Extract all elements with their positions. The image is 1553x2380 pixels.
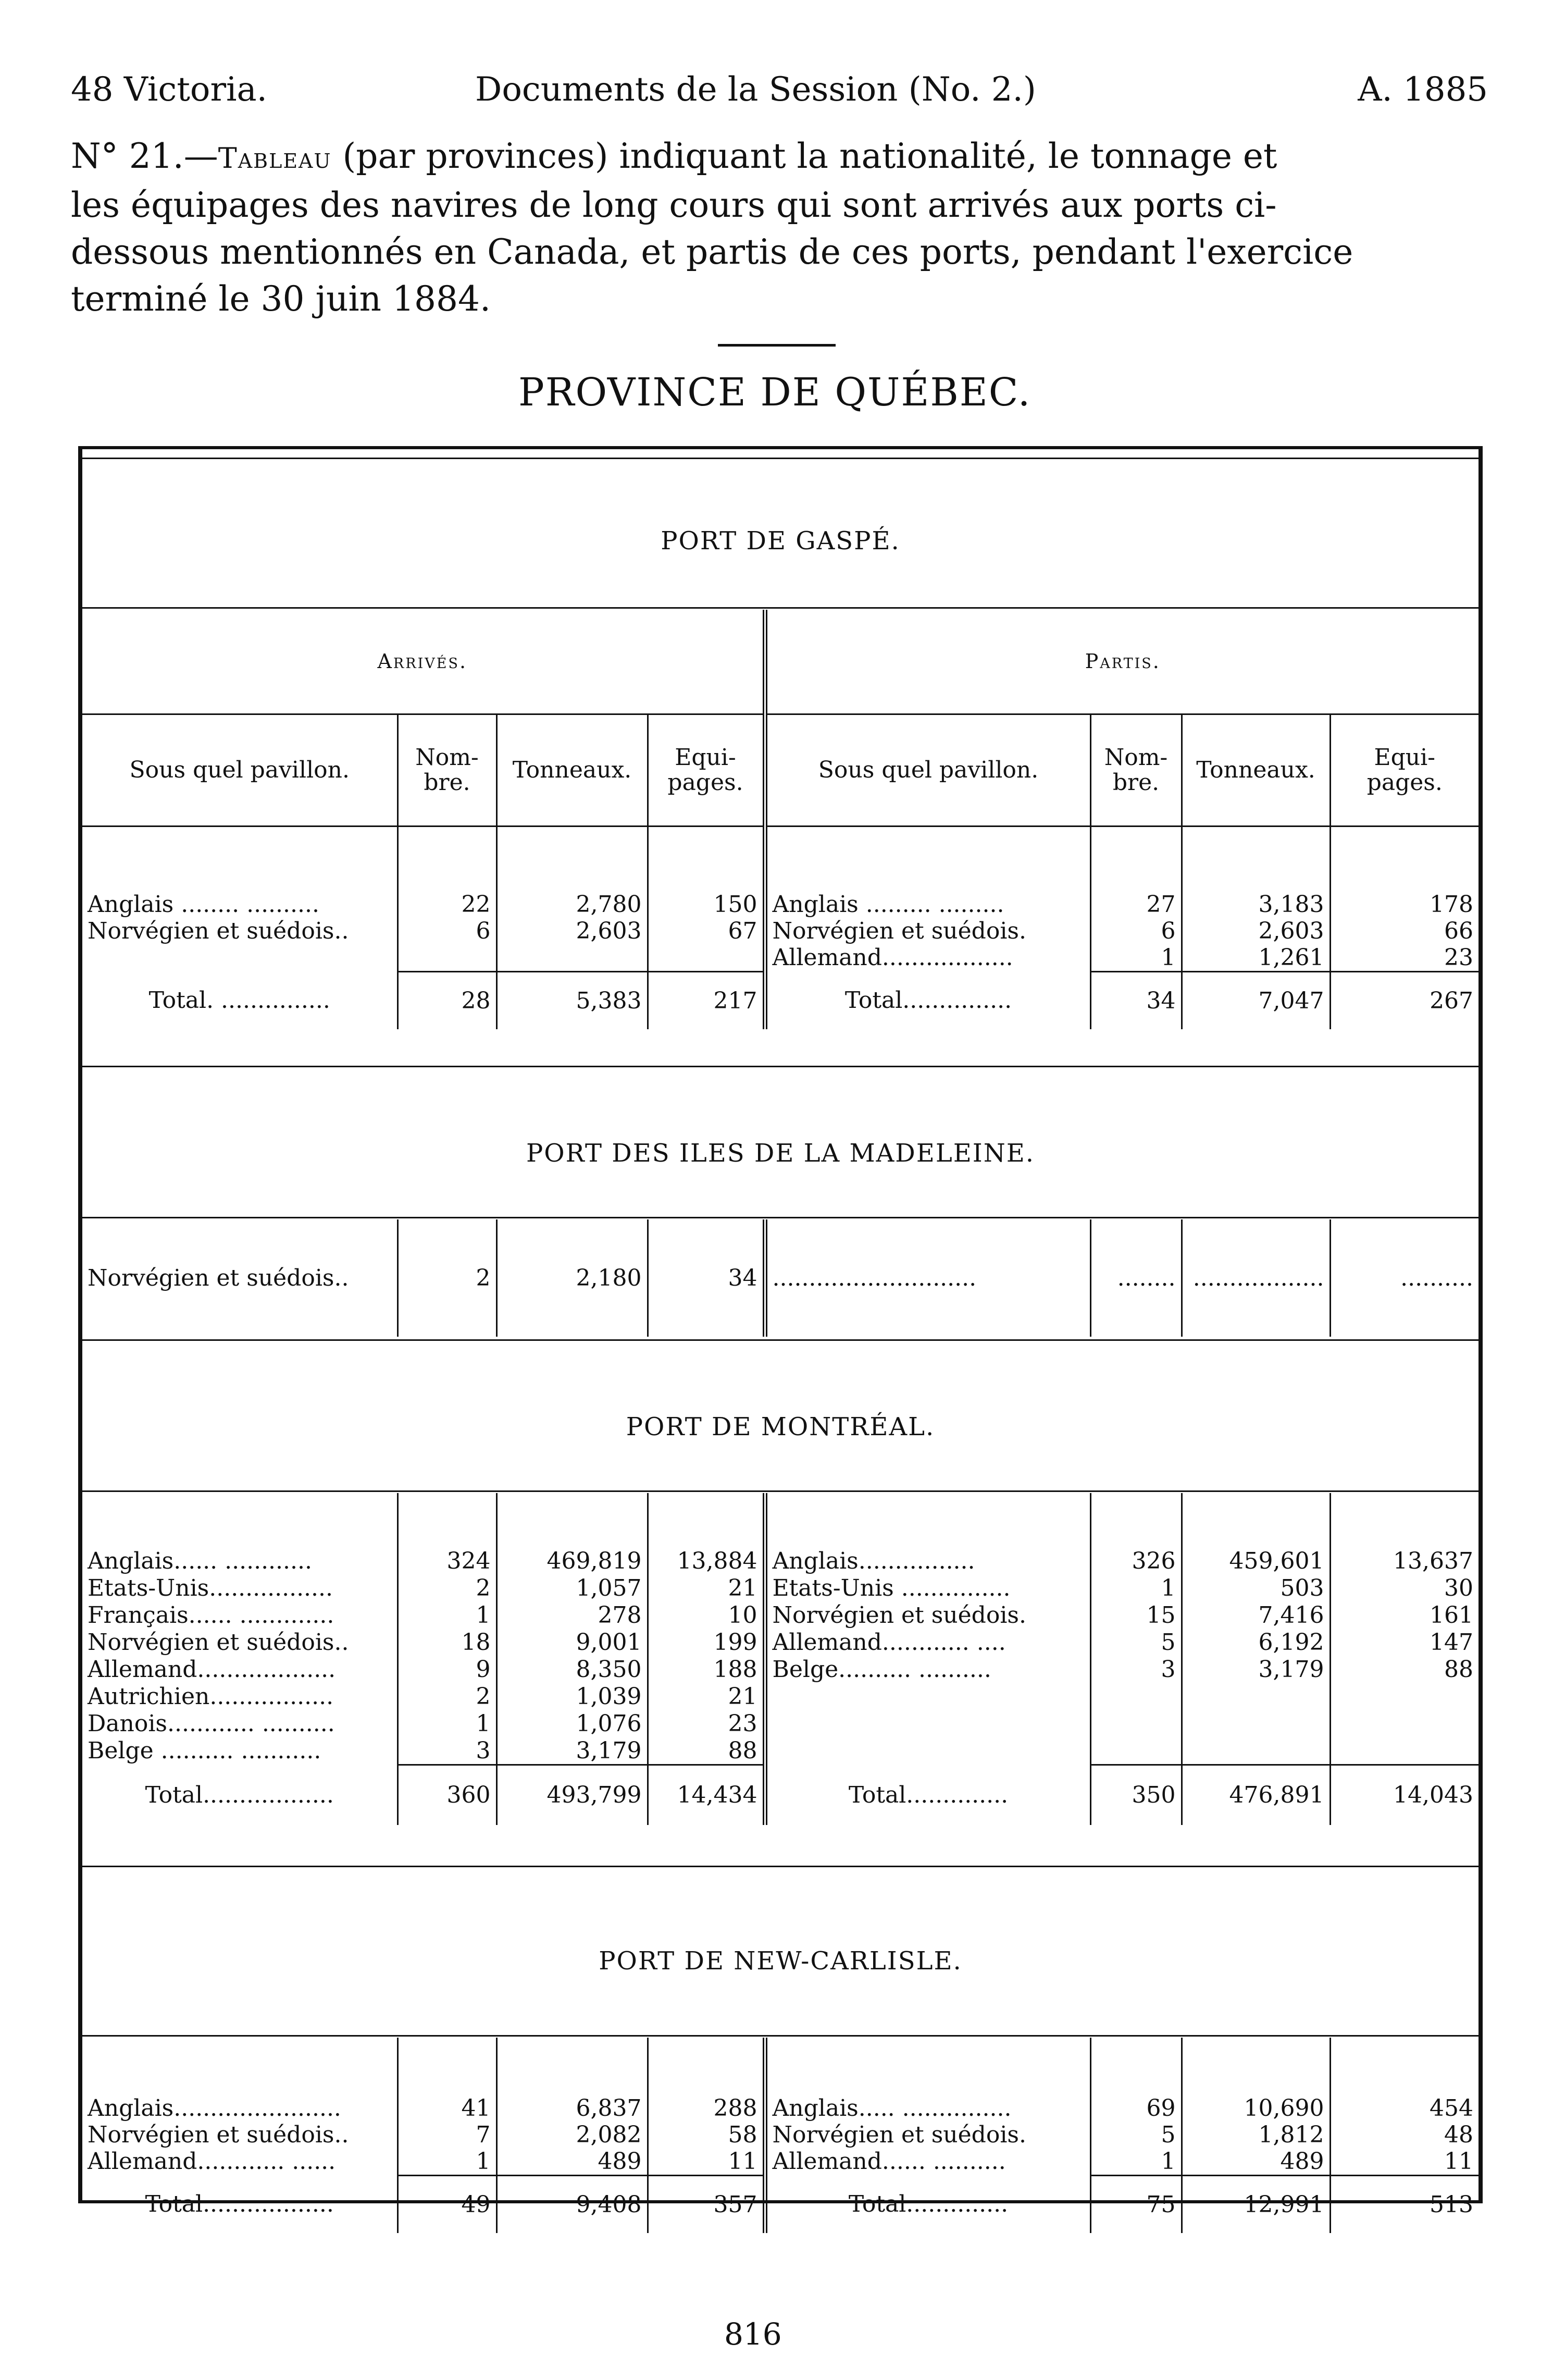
table-cell — [397, 2038, 496, 2095]
table-cell: 3 — [397, 1737, 496, 1765]
rule — [82, 1866, 1479, 1867]
table-cell: 58 — [648, 2122, 765, 2148]
table-cell — [648, 944, 765, 972]
table-cell: Norvégien et suédois.. — [88, 1265, 349, 1291]
table-cell: 41 — [397, 2095, 496, 2122]
table-cell: 3,183 — [1182, 891, 1330, 918]
table-cell: Norvégien et suédois.. — [88, 1629, 349, 1656]
table-cell: 350 — [1090, 1765, 1182, 1825]
table-cell: 1,039 — [496, 1683, 648, 1710]
group-header-row — [82, 610, 1479, 714]
col-crew: Equi- pages. — [648, 714, 765, 826]
frame-top-rule — [78, 458, 1483, 459]
gaspe-table — [82, 610, 1479, 1029]
table-cell: 48 — [1330, 2122, 1479, 2148]
table-cell — [1330, 826, 1479, 891]
table-cell: 3,179 — [496, 1737, 648, 1765]
table-cell — [1330, 1710, 1479, 1737]
title-line1-text: (par provinces) indiquant la nationalité, le tonnage et — [331, 136, 1277, 176]
table-cell: 1,076 — [496, 1710, 648, 1737]
table-row — [82, 1737, 1479, 1765]
table-cell — [1330, 1683, 1479, 1710]
table-cell: Anglais..... ............... — [765, 2095, 1090, 2122]
table-cell: 1 — [1090, 2148, 1182, 2176]
table-cell: 2,082 — [496, 2122, 648, 2148]
table-row — [82, 2122, 1479, 2148]
table-cell: 2,603 — [1182, 918, 1330, 944]
table-cell: 178 — [1330, 891, 1479, 918]
total-label: Total. ............... — [148, 987, 330, 1014]
table-title — [71, 133, 1493, 323]
table-cell: Allemand............ ...... — [88, 2148, 336, 2175]
title-line-1 — [71, 133, 1493, 182]
table-cell — [765, 1710, 1090, 1737]
table-cell: Norvégien et suédois. — [765, 2122, 1090, 2148]
table-cell — [1090, 826, 1182, 891]
table-cell: 2,780 — [496, 891, 648, 918]
total-label: Total.................. — [145, 2191, 334, 2217]
spacer-row — [82, 2038, 1479, 2095]
montreal-table — [82, 1493, 1479, 1825]
total-label: Total.............. — [765, 2176, 1090, 2233]
table-cell: Etats-Unis................. — [88, 1575, 333, 1601]
table-cell: 326 — [1090, 1548, 1182, 1575]
table-cell: Norvégien et suédois. — [765, 918, 1090, 944]
table-row — [82, 1629, 1479, 1656]
table-cell: Norvégien et suédois.. — [88, 918, 349, 944]
table-row — [82, 1656, 1479, 1683]
table-cell: Anglais ........ .......... — [88, 891, 319, 918]
table-cell — [765, 826, 1090, 891]
table-cell: Norvégien et suédois.. — [88, 2122, 349, 2148]
table-cell: .......... — [1330, 1219, 1479, 1337]
table-cell: 18 — [397, 1629, 496, 1656]
col-flag: Sous quel pavillon. — [82, 714, 397, 826]
table-cell: 150 — [648, 891, 765, 918]
table-cell — [1090, 1710, 1182, 1737]
table-cell: 13,637 — [1330, 1548, 1479, 1575]
table-cell — [82, 826, 397, 891]
table-cell: Allemand................... — [88, 1656, 336, 1683]
table-cell: .................. — [1182, 1219, 1330, 1337]
table-cell — [765, 1493, 1090, 1548]
rule — [82, 1490, 1479, 1492]
table-cell: 34 — [648, 1219, 765, 1337]
table-row — [82, 2148, 1479, 2176]
table-cell: 454 — [1330, 2095, 1479, 2122]
table-cell: 5 — [1090, 1629, 1182, 1656]
table-cell: Français...... ............. — [88, 1602, 334, 1629]
col-tonnage: Tonneaux. — [1182, 714, 1330, 826]
table-cell: 10,690 — [1182, 2095, 1330, 2122]
table-cell: 7,416 — [1182, 1602, 1330, 1629]
table-cell: 1 — [397, 2148, 496, 2176]
col-crew: Equi- pages. — [1330, 714, 1479, 826]
table-cell: 2 — [397, 1575, 496, 1602]
table-cell: 30 — [1330, 1575, 1479, 1602]
table-cell: 489 — [1182, 2148, 1330, 2176]
partis-header: Partis. — [765, 610, 1479, 714]
port-newcarlisle-title: PORT DE NEW-CARLISLE. — [599, 1946, 962, 1976]
table-cell: 278 — [496, 1602, 648, 1629]
title-line-3: dessous mentionnés en Canada, et partis de ces ports, pendant l'exercice — [71, 232, 1353, 272]
table-cell — [397, 944, 496, 972]
table-cell: 217 — [648, 972, 765, 1029]
table-cell: 357 — [648, 2176, 765, 2233]
running-header — [71, 70, 1488, 107]
rule — [82, 1217, 1479, 1218]
province-heading: PROVINCE DE QUÉBEC. — [518, 370, 1032, 415]
table-cell: 13,884 — [648, 1548, 765, 1575]
table-cell: 493,799 — [496, 1765, 648, 1825]
table-cell — [496, 944, 648, 972]
table-cell: 5 — [1090, 2122, 1182, 2148]
total-row — [82, 1765, 1479, 1825]
table-cell: 3 — [1090, 1656, 1182, 1683]
table-cell: 6,192 — [1182, 1629, 1330, 1656]
table-cell: 469,819 — [496, 1548, 648, 1575]
table-cell — [648, 2038, 765, 2095]
table-row — [82, 891, 1479, 918]
table-cell: 147 — [1330, 1629, 1479, 1656]
table-cell: 66 — [1330, 918, 1479, 944]
table-cell: 49 — [397, 2176, 496, 2233]
table-cell: 12,991 — [1182, 2176, 1330, 2233]
table-cell — [82, 944, 397, 972]
table-cell: 459,601 — [1182, 1548, 1330, 1575]
col-tonnage: Tonneaux. — [496, 714, 648, 826]
table-cell: ........ — [1090, 1219, 1182, 1337]
table-cell: 3,179 — [1182, 1656, 1330, 1683]
table-cell — [765, 1737, 1090, 1765]
table-cell — [1330, 1737, 1479, 1765]
table-cell: 1,812 — [1182, 2122, 1330, 2148]
column-header-row — [82, 714, 1479, 826]
header-documents: Documents de la Session (No. 2.) — [475, 70, 1036, 109]
table-cell: 23 — [1330, 944, 1479, 972]
table-cell: 1 — [397, 1710, 496, 1737]
table-cell: 88 — [1330, 1656, 1479, 1683]
table-cell: 21 — [648, 1683, 765, 1710]
total-label: Total.................. — [145, 1781, 334, 1808]
title-lead: Tableau — [218, 142, 332, 175]
table-cell: 27 — [1090, 891, 1182, 918]
madeleine-table — [82, 1219, 1479, 1337]
table-cell: Allemand.................. — [765, 944, 1090, 972]
table-cell: 161 — [1330, 1602, 1479, 1629]
table-cell: Autrichien................. — [88, 1683, 334, 1710]
table-row — [82, 1219, 1479, 1337]
table-cell: 2,603 — [496, 918, 648, 944]
table-cell: 324 — [397, 1548, 496, 1575]
total-label: Total............... — [765, 972, 1090, 1029]
table-cell — [496, 1493, 648, 1548]
table-cell — [765, 2038, 1090, 2095]
col-flag: Sous quel pavillon. — [765, 714, 1090, 826]
table-cell — [1090, 1683, 1182, 1710]
newcarlisle-table — [82, 2038, 1479, 2233]
port-montreal-title: PORT DE MONTRÉAL. — [626, 1412, 935, 1441]
table-cell — [496, 2038, 648, 2095]
table-cell: Etats-Unis ............... — [765, 1575, 1090, 1602]
table-cell: 11 — [1330, 2148, 1479, 2176]
table-cell: 69 — [1090, 2095, 1182, 2122]
table-cell: 1,261 — [1182, 944, 1330, 972]
table-cell: Allemand............ .... — [765, 1629, 1090, 1656]
table-cell: 6,837 — [496, 2095, 648, 2122]
table-cell: 267 — [1330, 972, 1479, 1029]
page-number: 816 — [724, 2316, 782, 2352]
table-cell — [496, 826, 648, 891]
table-cell: 1,057 — [496, 1575, 648, 1602]
table-cell: 21 — [648, 1575, 765, 1602]
table-cell: 360 — [397, 1765, 496, 1825]
rule — [82, 607, 1479, 609]
table-cell — [397, 1493, 496, 1548]
table-cell: 7,047 — [1182, 972, 1330, 1029]
table-cell: 6 — [1090, 918, 1182, 944]
table-cell — [765, 1683, 1090, 1710]
table-cell — [1182, 1493, 1330, 1548]
table-cell: 10 — [648, 1602, 765, 1629]
table-cell — [1182, 1710, 1330, 1737]
table-cell: ............................ — [765, 1219, 1090, 1337]
title-divider — [718, 344, 836, 347]
table-number: N° 21.— — [71, 136, 218, 176]
table-cell: 22 — [397, 891, 496, 918]
rule — [82, 2035, 1479, 2037]
table-cell: 14,434 — [648, 1765, 765, 1825]
spacer-row — [82, 826, 1479, 891]
total-row — [82, 2176, 1479, 2233]
table-row — [82, 2095, 1479, 2122]
table-cell — [82, 1493, 397, 1548]
header-year: A. 1885 — [1358, 70, 1488, 109]
table-cell: 489 — [496, 2148, 648, 2176]
table-cell: 11 — [648, 2148, 765, 2176]
table-row — [82, 1548, 1479, 1575]
table-cell — [1182, 1737, 1330, 1765]
header-session: 48 Victoria. — [71, 70, 267, 109]
table-row — [82, 918, 1479, 944]
arrives-header: Arrivés. — [377, 650, 468, 673]
table-cell: 2,180 — [496, 1219, 648, 1337]
table-cell: 8,350 — [496, 1656, 648, 1683]
table-cell: 1 — [397, 1602, 496, 1629]
title-line-2: les équipages des navires de long cours qui sont arrivés aux ports ci- — [71, 185, 1277, 225]
table-cell — [1090, 1737, 1182, 1765]
table-cell: Danois............ .......... — [88, 1710, 335, 1737]
table-cell: Belge .......... ........... — [88, 1737, 321, 1764]
table-cell: Anglais....................... — [88, 2095, 341, 2122]
table-cell: 199 — [648, 1629, 765, 1656]
table-cell: 6 — [397, 918, 496, 944]
col-count: Nom- bre. — [397, 714, 496, 826]
table-cell — [1182, 1683, 1330, 1710]
table-cell: 15 — [1090, 1602, 1182, 1629]
table-cell: 2 — [397, 1683, 496, 1710]
table-cell — [1330, 2038, 1479, 2095]
title-line-4: terminé le 30 juin 1884. — [71, 279, 491, 319]
table-row — [82, 1710, 1479, 1737]
table-cell: 75 — [1090, 2176, 1182, 2233]
table-cell — [648, 1493, 765, 1548]
rule — [82, 1066, 1479, 1067]
table-cell: 23 — [648, 1710, 765, 1737]
port-gaspe-title: PORT DE GASPÉ. — [661, 526, 900, 556]
table-row — [82, 1575, 1479, 1602]
table-cell: 503 — [1182, 1575, 1330, 1602]
table-cell — [1182, 2038, 1330, 2095]
table-cell — [1330, 1493, 1479, 1548]
table-cell — [648, 826, 765, 891]
table-cell: 28 — [397, 972, 496, 1029]
table-cell: 88 — [648, 1737, 765, 1765]
table-cell: 9,001 — [496, 1629, 648, 1656]
table-cell: Belge.......... .......... — [765, 1656, 1090, 1683]
table-cell: 34 — [1090, 972, 1182, 1029]
spacer-row — [82, 1493, 1479, 1548]
table-cell: 7 — [397, 2122, 496, 2148]
table-cell: 9 — [397, 1656, 496, 1683]
table-cell: 288 — [648, 2095, 765, 2122]
table-cell: Norvégien et suédois. — [765, 1602, 1090, 1629]
table-cell: 2 — [397, 1219, 496, 1337]
table-cell — [1090, 2038, 1182, 2095]
table-row — [82, 1602, 1479, 1629]
table-cell: 1 — [1090, 1575, 1182, 1602]
table-cell: 14,043 — [1330, 1765, 1479, 1825]
table-cell — [1182, 826, 1330, 891]
table-cell: Anglais................ — [765, 1548, 1090, 1575]
table-cell — [397, 826, 496, 891]
table-row — [82, 1683, 1479, 1710]
table-cell: 188 — [648, 1656, 765, 1683]
table-cell: Anglais ......... ......... — [765, 891, 1090, 918]
table-cell: 1 — [1090, 944, 1182, 972]
table-cell: 67 — [648, 918, 765, 944]
table-cell: 476,891 — [1182, 1765, 1330, 1825]
table-row — [82, 944, 1479, 972]
table-cell: Anglais...... ............ — [88, 1548, 312, 1574]
table-cell — [82, 2038, 397, 2095]
total-row — [82, 972, 1479, 1029]
col-count: Nom- bre. — [1090, 714, 1182, 826]
table-cell: 9,408 — [496, 2176, 648, 2233]
rule — [82, 1339, 1479, 1341]
total-label: Total.............. — [765, 1765, 1090, 1825]
table-cell: 5,383 — [496, 972, 648, 1029]
table-cell — [1090, 1493, 1182, 1548]
table-cell: Allemand...... .......... — [765, 2148, 1090, 2176]
table-cell: 513 — [1330, 2176, 1479, 2233]
port-madeleine-title: PORT DES ILES DE LA MADELEINE. — [526, 1139, 1035, 1168]
